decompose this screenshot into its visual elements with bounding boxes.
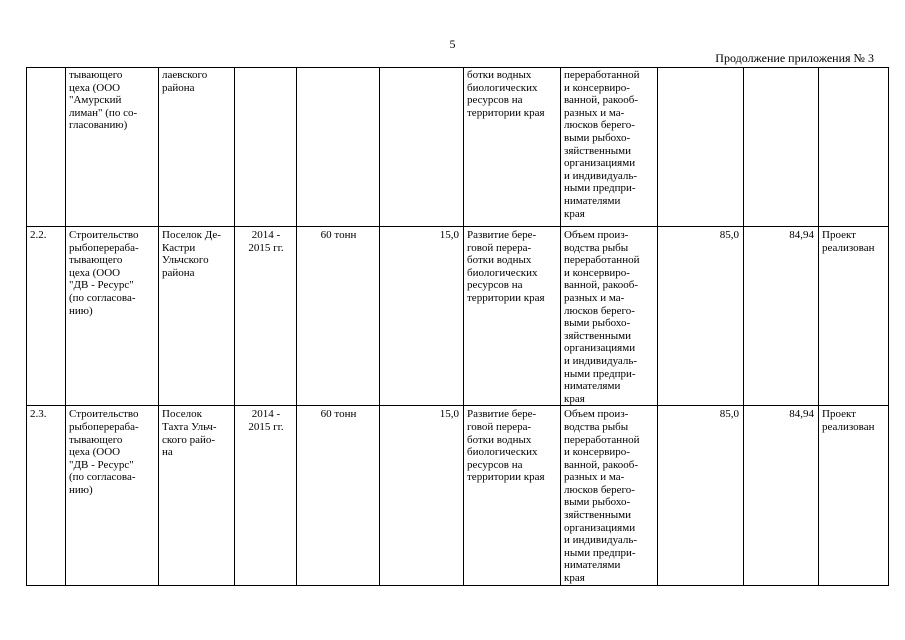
cell-cost <box>380 68 464 227</box>
cell-fact-value <box>744 68 819 227</box>
cell-plan-value: 85,0 <box>658 406 744 585</box>
cell-plan-value <box>658 68 744 227</box>
table-row <box>27 406 889 585</box>
cell-indicator: переработанной и консервиро- ванной, ракооб- разных и ма- люсков берего- выми рыбохо- зяйственными организациями и индивидуаль- ными предпри- нимателями края <box>561 68 658 227</box>
cell-project-name: Строительство рыбоперераба- тывающего цеха (ООО "ДВ - Ресурс" (по согласова- нию) <box>66 406 159 585</box>
cell-plan-value: 85,0 <box>658 227 744 406</box>
continuation-header: Продолжение приложения № 3 <box>715 51 874 65</box>
cell-location: Поселок Де- Кастри Ульчского района <box>159 227 235 406</box>
cell-project-name: Строительство рыбоперераба- тывающего цеха (ООО "ДВ - Ресурс" (по согласова- нию) <box>66 227 159 406</box>
cell-status: Проект реализован <box>819 227 889 406</box>
cell-period: 2014 - 2015 гг. <box>235 227 297 406</box>
cell-status <box>819 68 889 227</box>
cell-period: 2014 - 2015 гг. <box>235 406 297 585</box>
cell-capacity: 60 тонн <box>297 227 380 406</box>
cell-goal: Развитие бере- говой перера- ботки водных биологических ресурсов на территории края <box>464 227 561 406</box>
cell-fact-value: 84,94 <box>744 227 819 406</box>
cell-indicator: Объем произ- водства рыбы переработанной и консервиро- ванной, ракооб- разных и ма- люсков берего- выми рыбохо- зяйственными организациями и индивидуаль- ными предпри- нимателями края <box>561 227 658 406</box>
table-row <box>27 68 889 227</box>
cell-location: лаевского района <box>159 68 235 227</box>
cell-cost: 15,0 <box>380 406 464 585</box>
page-number: 5 <box>449 37 456 51</box>
cell-goal: Развитие бере- говой перера- ботки водных биологических ресурсов на территории края <box>464 406 561 585</box>
cell-fact-value: 84,94 <box>744 406 819 585</box>
cell-goal: ботки водных биологических ресурсов на территории края <box>464 68 561 227</box>
cell-location: Поселок Тахта Ульч- ского райо- на <box>159 406 235 585</box>
cell-number: 2.3. <box>27 406 66 585</box>
cell-capacity <box>297 68 380 227</box>
cell-number: 2.2. <box>27 227 66 406</box>
cell-cost: 15,0 <box>380 227 464 406</box>
cell-status: Проект реализован <box>819 406 889 585</box>
cell-project-name: тывающего цеха (ООО "Амурский лиман" (по со- гласованию) <box>66 68 159 227</box>
table-row <box>27 227 889 406</box>
cell-number <box>27 68 66 227</box>
cell-period <box>235 68 297 227</box>
cell-indicator: Объем произ- водства рыбы переработанной и консервиро- ванной, ракооб- разных и ма- люсков берего- выми рыбохо- зяйственными организациями и индивидуаль- ными предпри- нимателями края <box>561 406 658 585</box>
appendix-table <box>26 67 889 586</box>
cell-capacity: 60 тонн <box>297 406 380 585</box>
